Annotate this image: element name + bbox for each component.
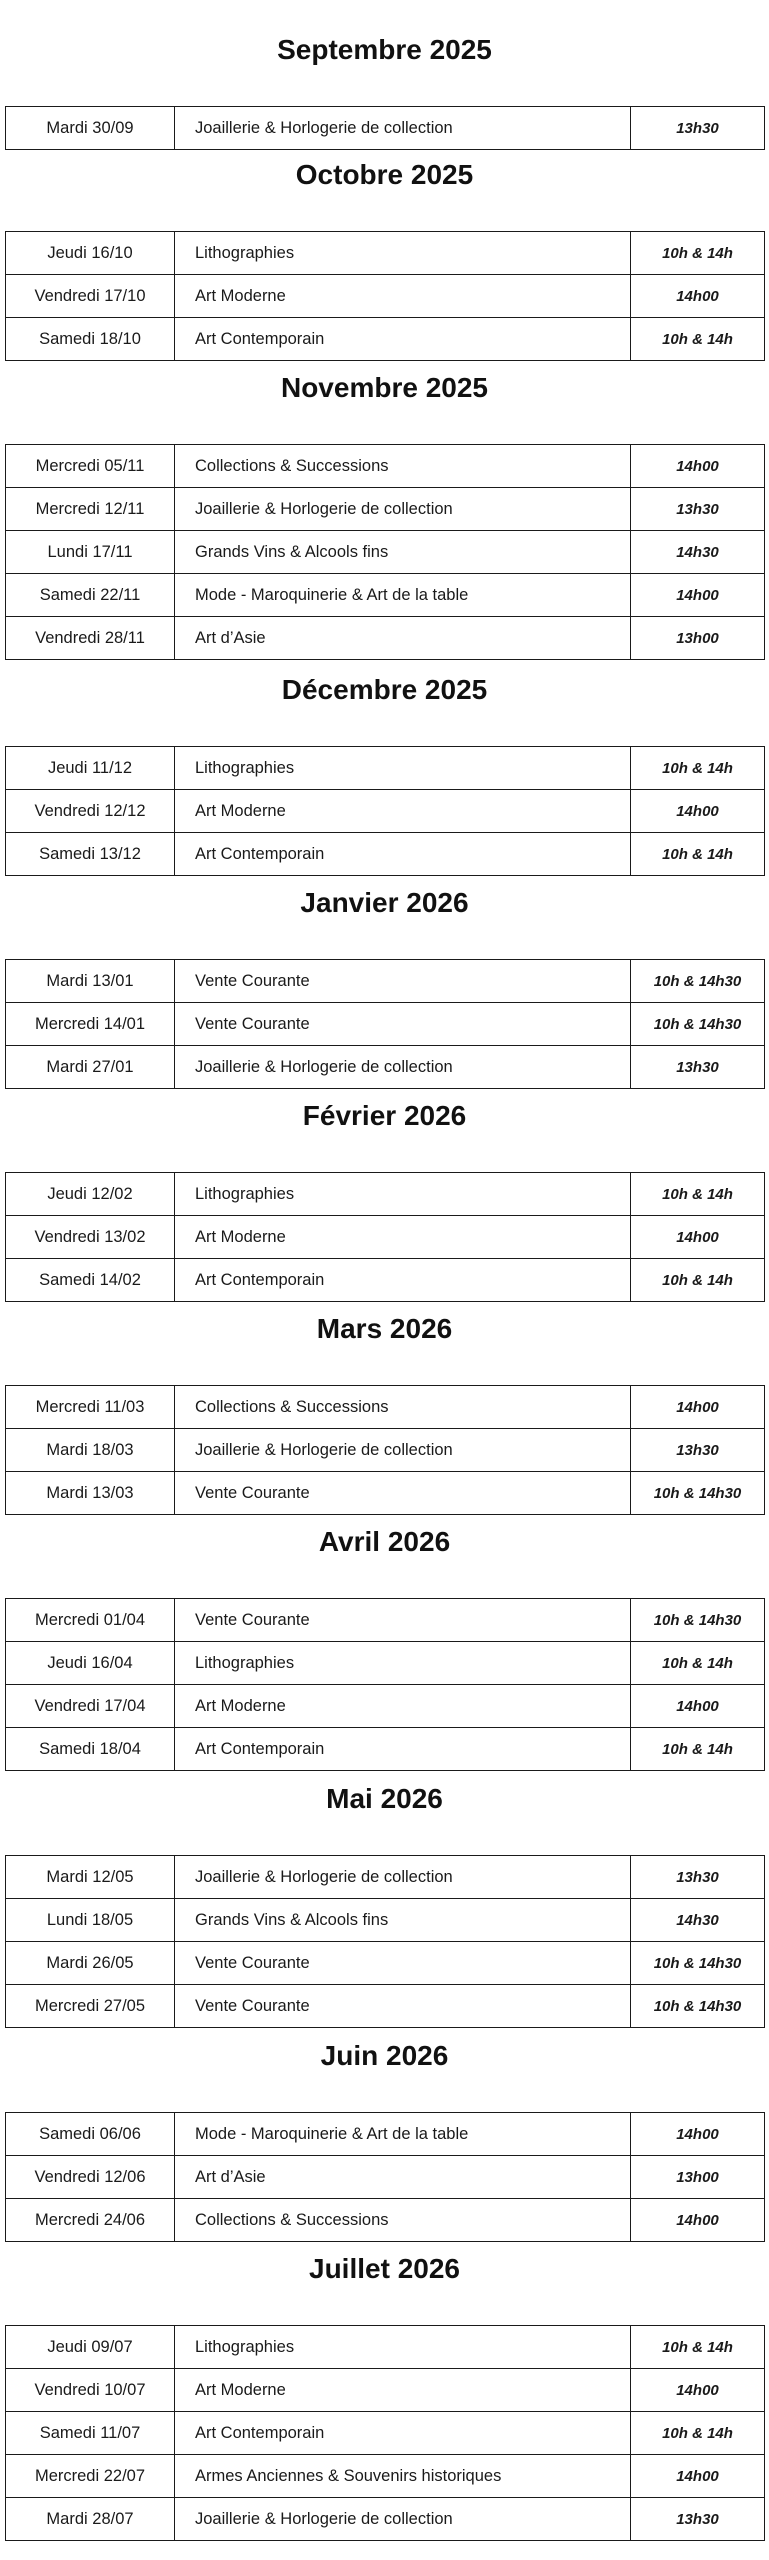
- sale-date: Vendredi 10/07: [6, 2369, 175, 2412]
- sale-name: Vente Courante: [175, 1003, 631, 1046]
- sale-date: Mercredi 12/11: [6, 488, 175, 531]
- sales-table: [5, 1598, 765, 1771]
- sale-date: Vendredi 13/02: [6, 1216, 175, 1259]
- sale-time: 10h & 14h: [631, 2412, 765, 2455]
- sale-date: Mardi 26/05: [6, 1942, 175, 1985]
- sale-name: Joaillerie & Horlogerie de collection: [175, 488, 631, 531]
- sale-name: Vente Courante: [175, 1985, 631, 2028]
- sale-time: 10h & 14h: [631, 232, 765, 275]
- sale-date: Mercredi 24/06: [6, 2199, 175, 2242]
- sale-name: Art Contemporain: [175, 1259, 631, 1302]
- sale-name: Collections & Successions: [175, 445, 631, 488]
- sale-time: 14h30: [631, 531, 765, 574]
- sale-time: 14h00: [631, 2113, 765, 2156]
- sales-table: [5, 106, 765, 150]
- sale-date: Mardi 12/05: [6, 1856, 175, 1899]
- sale-row: [6, 2326, 765, 2369]
- sales-table-body: [6, 747, 765, 876]
- sale-row: [6, 1985, 765, 2028]
- sales-table-body: [6, 960, 765, 1089]
- sale-date: Vendredi 17/04: [6, 1685, 175, 1728]
- sale-date: Samedi 11/07: [6, 2412, 175, 2455]
- sale-time: 14h00: [631, 2369, 765, 2412]
- sales-table: [5, 959, 765, 1089]
- sale-date: Mercredi 01/04: [6, 1599, 175, 1642]
- sale-name: Lithographies: [175, 2326, 631, 2369]
- sale-name: Art Contemporain: [175, 2412, 631, 2455]
- sale-time: 10h & 14h30: [631, 1599, 765, 1642]
- sales-table: [5, 2325, 765, 2541]
- sale-date: Mardi 13/01: [6, 960, 175, 1003]
- sale-name: Lithographies: [175, 747, 631, 790]
- sale-time: 14h00: [631, 790, 765, 833]
- sale-name: Joaillerie & Horlogerie de collection: [175, 2498, 631, 2541]
- sale-row: [6, 2498, 765, 2541]
- sale-date: Vendredi 12/06: [6, 2156, 175, 2199]
- sale-row: [6, 1599, 765, 1642]
- sale-name: Grands Vins & Alcools fins: [175, 531, 631, 574]
- sale-time: 14h00: [631, 2199, 765, 2242]
- sale-name: Joaillerie & Horlogerie de collection: [175, 1856, 631, 1899]
- sale-row: [6, 1046, 765, 1089]
- sale-time: 10h & 14h: [631, 1728, 765, 1771]
- sale-row: [6, 1216, 765, 1259]
- sale-name: Lithographies: [175, 232, 631, 275]
- sale-name: Vente Courante: [175, 1472, 631, 1515]
- sale-date: Vendredi 17/10: [6, 275, 175, 318]
- sale-name: Vente Courante: [175, 960, 631, 1003]
- sale-time: 14h00: [631, 275, 765, 318]
- sale-date: Mardi 27/01: [6, 1046, 175, 1089]
- sale-row: [6, 747, 765, 790]
- sale-date: Lundi 17/11: [6, 531, 175, 574]
- sales-table-body: [6, 232, 765, 361]
- sale-row: [6, 960, 765, 1003]
- sale-row: [6, 1429, 765, 1472]
- sale-row: [6, 2412, 765, 2455]
- sale-time: 10h & 14h: [631, 1259, 765, 1302]
- month-title: Mars 2026: [316, 1313, 453, 1344]
- sale-time: 14h00: [631, 445, 765, 488]
- sales-table-body: [6, 1856, 765, 2028]
- sale-time: 10h & 14h30: [631, 1472, 765, 1515]
- sale-time: 13h30: [631, 2498, 765, 2541]
- sale-time: 14h00: [631, 574, 765, 617]
- sale-name: Art Moderne: [175, 1216, 631, 1259]
- sale-name: Art Moderne: [175, 275, 631, 318]
- sale-time: 14h00: [631, 2455, 765, 2498]
- sale-time: 10h & 14h: [631, 833, 765, 876]
- sale-name: Collections & Successions: [175, 1386, 631, 1429]
- sale-time: 14h00: [631, 1685, 765, 1728]
- sale-row: [6, 1899, 765, 1942]
- sale-date: Lundi 18/05: [6, 1899, 175, 1942]
- sale-time: 10h & 14h30: [631, 1985, 765, 2028]
- month-title: Décembre 2025: [281, 674, 488, 705]
- sale-row: [6, 488, 765, 531]
- sale-date: Samedi 18/04: [6, 1728, 175, 1771]
- sale-name: Art Contemporain: [175, 318, 631, 361]
- sale-name: Lithographies: [175, 1642, 631, 1685]
- sale-date: Jeudi 16/10: [6, 232, 175, 275]
- sale-time: 13h30: [631, 1429, 765, 1472]
- sale-row: [6, 617, 765, 660]
- sales-table-body: [6, 445, 765, 660]
- sale-row: [6, 1259, 765, 1302]
- sale-name: Grands Vins & Alcools fins: [175, 1899, 631, 1942]
- sale-time: 10h & 14h: [631, 2326, 765, 2369]
- sale-name: Armes Anciennes & Souvenirs historiques: [175, 2455, 631, 2498]
- sale-name: Collections & Successions: [175, 2199, 631, 2242]
- sales-table-body: [6, 2113, 765, 2242]
- month-title: Juin 2026: [320, 2040, 449, 2071]
- sale-time: 10h & 14h: [631, 747, 765, 790]
- sales-table-body: [6, 107, 765, 150]
- sale-row: [6, 1856, 765, 1899]
- sale-name: Vente Courante: [175, 1599, 631, 1642]
- sale-date: Vendredi 28/11: [6, 617, 175, 660]
- sale-date: Mardi 30/09: [6, 107, 175, 150]
- sale-date: Vendredi 12/12: [6, 790, 175, 833]
- sale-row: [6, 107, 765, 150]
- sale-time: 10h & 14h30: [631, 960, 765, 1003]
- month-title: Avril 2026: [318, 1526, 451, 1557]
- sale-row: [6, 790, 765, 833]
- sale-date: Mercredi 11/03: [6, 1386, 175, 1429]
- sale-time: 13h00: [631, 2156, 765, 2199]
- sale-time: 13h30: [631, 107, 765, 150]
- sales-table: [5, 746, 765, 876]
- sale-date: Mercredi 14/01: [6, 1003, 175, 1046]
- sales-table: [5, 444, 765, 660]
- sales-table: [5, 1855, 765, 2028]
- sale-date: Mardi 18/03: [6, 1429, 175, 1472]
- sale-row: [6, 318, 765, 361]
- sale-name: Art d’Asie: [175, 2156, 631, 2199]
- sale-time: 10h & 14h: [631, 1173, 765, 1216]
- sale-name: Vente Courante: [175, 1942, 631, 1985]
- sale-time: 13h00: [631, 617, 765, 660]
- month-title: Juillet 2026: [309, 2253, 460, 2284]
- sale-row: [6, 1728, 765, 1771]
- month-title: Février 2026: [302, 1100, 467, 1131]
- sale-row: [6, 2455, 765, 2498]
- sale-time: 10h & 14h30: [631, 1003, 765, 1046]
- sale-row: [6, 2199, 765, 2242]
- sales-table: [5, 231, 765, 361]
- sales-table: [5, 2112, 765, 2242]
- sale-date: Samedi 22/11: [6, 574, 175, 617]
- sale-date: Samedi 06/06: [6, 2113, 175, 2156]
- month-title: Octobre 2025: [295, 159, 474, 190]
- sale-row: [6, 1472, 765, 1515]
- sale-time: 14h30: [631, 1899, 765, 1942]
- month-title: Novembre 2025: [280, 372, 488, 403]
- sale-time: 10h & 14h30: [631, 1942, 765, 1985]
- sale-row: [6, 1173, 765, 1216]
- sales-table: [5, 1172, 765, 1302]
- sale-time: 14h00: [631, 1216, 765, 1259]
- sale-row: [6, 275, 765, 318]
- sale-name: Art d’Asie: [175, 617, 631, 660]
- sales-table-body: [6, 1386, 765, 1515]
- sale-date: Jeudi 09/07: [6, 2326, 175, 2369]
- sale-row: [6, 232, 765, 275]
- sale-row: [6, 574, 765, 617]
- sales-table-body: [6, 1599, 765, 1771]
- sale-name: Joaillerie & Horlogerie de collection: [175, 1046, 631, 1089]
- sale-name: Art Contemporain: [175, 1728, 631, 1771]
- month-title: Septembre 2025: [277, 34, 492, 65]
- sale-date: Mardi 13/03: [6, 1472, 175, 1515]
- sale-row: [6, 1685, 765, 1728]
- sale-row: [6, 1003, 765, 1046]
- sale-row: [6, 2113, 765, 2156]
- sale-name: Joaillerie & Horlogerie de collection: [175, 1429, 631, 1472]
- sale-date: Mercredi 22/07: [6, 2455, 175, 2498]
- sale-row: [6, 2156, 765, 2199]
- sale-name: Mode - Maroquinerie & Art de la table: [175, 574, 631, 617]
- sale-date: Jeudi 16/04: [6, 1642, 175, 1685]
- sale-time: 14h00: [631, 1386, 765, 1429]
- sale-time: 13h30: [631, 1046, 765, 1089]
- sale-date: Mercredi 05/11: [6, 445, 175, 488]
- sale-time: 13h30: [631, 1856, 765, 1899]
- sale-name: Art Contemporain: [175, 833, 631, 876]
- sale-time: 10h & 14h: [631, 318, 765, 361]
- month-title: Mai 2026: [326, 1783, 443, 1814]
- sales-table-body: [6, 2326, 765, 2541]
- sale-name: Mode - Maroquinerie & Art de la table: [175, 2113, 631, 2156]
- sale-name: Art Moderne: [175, 1685, 631, 1728]
- sale-name: Art Moderne: [175, 2369, 631, 2412]
- sale-name: Joaillerie & Horlogerie de collection: [175, 107, 631, 150]
- sale-date: Samedi 14/02: [6, 1259, 175, 1302]
- sale-row: [6, 1386, 765, 1429]
- sale-name: Lithographies: [175, 1173, 631, 1216]
- sale-date: Jeudi 12/02: [6, 1173, 175, 1216]
- sale-name: Art Moderne: [175, 790, 631, 833]
- sale-row: [6, 531, 765, 574]
- sale-date: Samedi 18/10: [6, 318, 175, 361]
- sale-row: [6, 445, 765, 488]
- sales-table-body: [6, 1173, 765, 1302]
- sale-time: 10h & 14h: [631, 1642, 765, 1685]
- sale-date: Mardi 28/07: [6, 2498, 175, 2541]
- sale-row: [6, 833, 765, 876]
- sale-time: 13h30: [631, 488, 765, 531]
- sales-table: [5, 1385, 765, 1515]
- sale-row: [6, 2369, 765, 2412]
- month-title: Janvier 2026: [300, 887, 469, 918]
- sale-date: Mercredi 27/05: [6, 1985, 175, 2028]
- sale-date: Jeudi 11/12: [6, 747, 175, 790]
- sale-row: [6, 1642, 765, 1685]
- sale-row: [6, 1942, 765, 1985]
- sale-date: Samedi 13/12: [6, 833, 175, 876]
